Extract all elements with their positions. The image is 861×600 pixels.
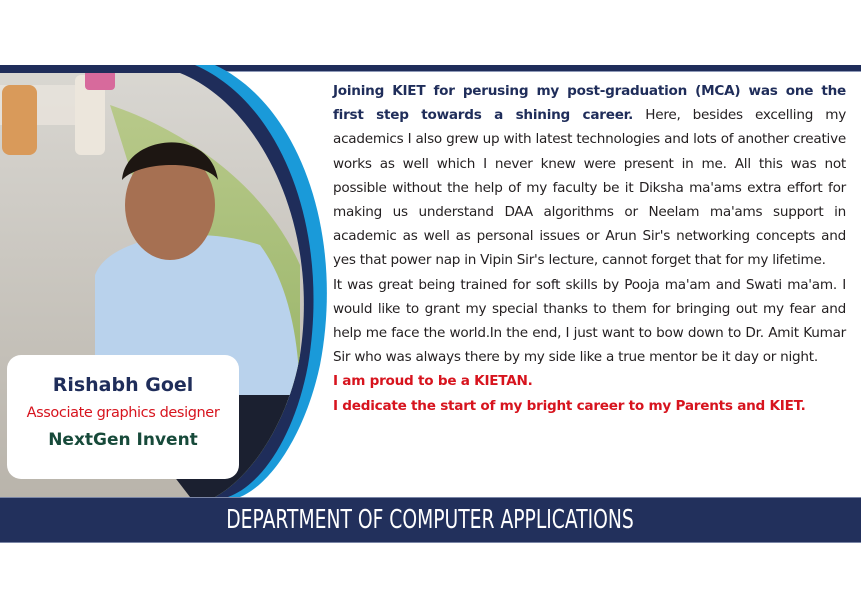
testimonial-paragraph-2: It was great being trained for soft skills by Pooja ma'am and Swati ma'am. I would like to grant my special thanks to them for bringing out my fear and help me face the world.In the end, I just want to bow down to Dr. Amit Kumar Sir who was always there by my side like a true mentor be it day or night. <box>333 276 846 366</box>
footer-title: DEPARTMENT OF COMPUTER APPLICATIONS <box>226 505 635 535</box>
testimonial-body-1: Here, besides excelling my academics I also grew up with latest technologies and lots of another creative works as well which I never knew were present in me. All this was not possible without the help of my faculty be it Diksha ma'ams extra effort for making us understand DAA algorithms or Neelam ma'ams support in academic as well as personal issues or Arun Sir's networking concepts and yes that power nap in Vipin Sir's lecture, cannot forget that for my lifetime. <box>333 107 846 269</box>
testimonial-closing-1: I am proud to be a KIETAN. <box>333 373 533 390</box>
testimonial-paragraph-1 <box>333 79 846 273</box>
profile-name-card <box>7 355 239 479</box>
profile-role: Associate graphics designer <box>26 405 220 421</box>
testimonial-text <box>333 79 846 418</box>
testimonial-closing-2: I dedicate the start of my bright career to my Parents and KIET. <box>333 397 806 414</box>
testimonial-lead: Joining KIET for perusing my post-graduation (MCA) was one the first step towards a shining career. <box>333 83 846 124</box>
footer-banner <box>0 497 861 543</box>
profile-company: NextGen Invent <box>48 430 198 450</box>
profile-name: Rishabh Goel <box>52 374 194 396</box>
